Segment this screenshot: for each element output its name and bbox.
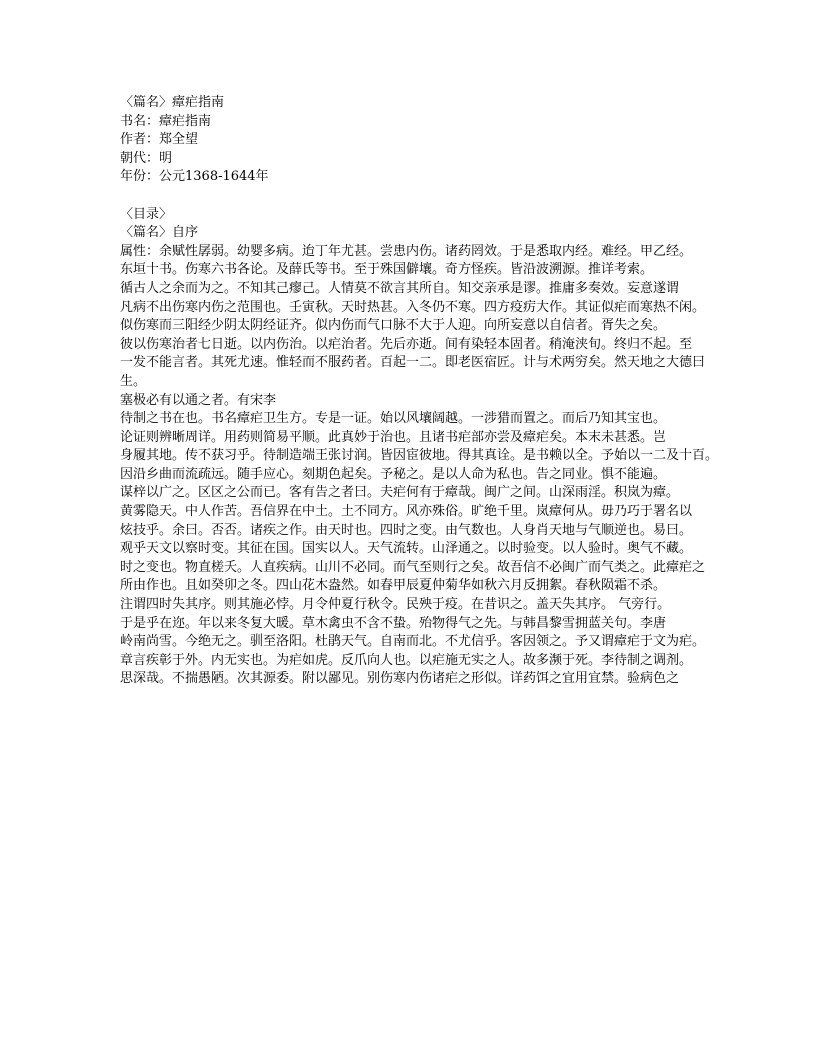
section-title: 〈篇名〉自序 xyxy=(120,225,199,241)
body-line: 循古人之余而为之。不知其己瘳己。人情莫不欲言其所自。知交亲承是谬。推庸多奏效。妄意遂谓 xyxy=(120,280,680,296)
author-line: 作者：郑全望 xyxy=(120,132,199,148)
body-line: 谋梓以广之。区区之公而已。客有告之者曰。夫疟何有于瘴哉。闽广之间。山深雨淫。积岚为瘴。 xyxy=(120,485,680,501)
body-line: 时之变也。物直槎夭。人直疾病。山川不必同。而气至则行之矣。故吾信不必闽广而气类之。此瘴疟之 xyxy=(120,559,706,575)
body-line: 黄雾隐天。中人作苦。吾信界在中土。土不同方。风亦殊俗。旷绝千里。岚瘴何从。毋乃巧于署名以 xyxy=(120,504,693,520)
body-line: 所由作也。且如癸卯之冬。四山花木盎然。如春甲辰夏仲菊华如秋六月反拥絮。春秋陨霜不杀。 xyxy=(120,578,667,594)
body-line: 凡病不出伤寒内伤之范围也。壬寅秋。天时热甚。入冬仍不寒。四方疫疠大作。其证似疟而寒热不闲。 xyxy=(120,299,706,315)
book-name-line: 书名：瘴疟指南 xyxy=(120,113,212,129)
body-line: 注谓四时失其序。则其施必悖。月令仲夏行秋令。民殃于疫。在昔识之。盖天失其序。 气旁行。 xyxy=(120,597,671,613)
body-line: 观乎天文以察时变。其征在国。国实以人。天气流转。山泽通之。以时验变。以人验时。奥气不藏。 xyxy=(120,541,693,557)
body-line: 彼以伤寒治者七日逝。以内伤治。以疟治者。先后亦逝。间有染轻本固者。稍淹浃旬。终归不起。至 xyxy=(120,336,693,352)
preface-body xyxy=(120,243,720,689)
document-page xyxy=(120,94,720,689)
dynasty-line: 朝代：明 xyxy=(120,150,173,166)
blank-line xyxy=(120,187,720,206)
body-line: 待制之书在也。书名瘴疟卫生方。专是一证。始以风壤阔越。一涉猎而置之。而后乃知其宝也。 xyxy=(120,411,667,427)
body-line: 于是乎在迩。年以来冬复大暖。草木禽虫不含不蛰。殆物得气之先。与韩昌黎雪拥蓝关句。李唐 xyxy=(120,615,667,631)
toc-heading: 〈目录〉 xyxy=(120,206,173,222)
body-line: 似伤寒而三阳经少阴太阴经证齐。似内伤而气口脉不大于人迎。向所妄意以自信者。胥失之矣。 xyxy=(120,318,667,334)
body-line: 身履其地。传不获习乎。待制造端王张讨润。皆因宦彼地。得其真诠。是书赖以全。予始以一二及十百。 xyxy=(120,448,719,464)
body-line: 思深哉。不揣愚陋。次其源委。附以鄙见。别伤寒内伤诸疟之形似。详药饵之宜用宜禁。验病色之 xyxy=(120,671,680,687)
body-line: 岭南尚雪。今绝无之。驯至洛阳。杜鹃天气。自南而北。不尤信乎。客因领之。予又谓瘴疟于文为疟。 xyxy=(120,634,706,650)
body-line: 因沿乡曲而流疏远。随手应心。刻期色起矣。予秘之。是以人命为私也。告之同业。惧不能遍。 xyxy=(120,466,667,482)
body-line: 炫技乎。余曰。否否。诸疾之作。由天时也。四时之变。由气数也。人身肖天地与气顺逆也。易曰。 xyxy=(120,522,693,538)
body-line: 论证则辨晰周详。用药则简易平顺。此真妙于治也。且诸书疟部亦尝及瘴疟矣。本末未甚悉。岂 xyxy=(120,429,667,445)
body-line: 塞极必有以通之者。有宋李 xyxy=(120,392,277,408)
body-line: 章言疾彰于外。内无实也。为疟如虎。反爪向人也。以疟施无实之人。故多濒于死。李待制之调剂。 xyxy=(120,652,693,668)
body-line: 东垣十书。伤寒六书各论。及薛氏等书。至于殊国僻壤。奇方怪疾。皆沿波溯源。推详考索。 xyxy=(120,262,654,278)
year-line: 年份：公元1368-1644年 xyxy=(120,169,269,185)
title-line: 〈篇名〉瘴疟指南 xyxy=(120,95,225,110)
body-line: 属性：余赋性孱弱。幼婴多病。迨丁年尤甚。尝患内伤。诸药罔效。于是悉取内经。难经。甲乙经。 xyxy=(120,243,693,259)
body-line: 一发不能言者。其死尤速。惟轻而不服药者。百起一二。即老医宿匠。计与术两穷矣。然天地之大德曰生。 xyxy=(120,355,706,389)
